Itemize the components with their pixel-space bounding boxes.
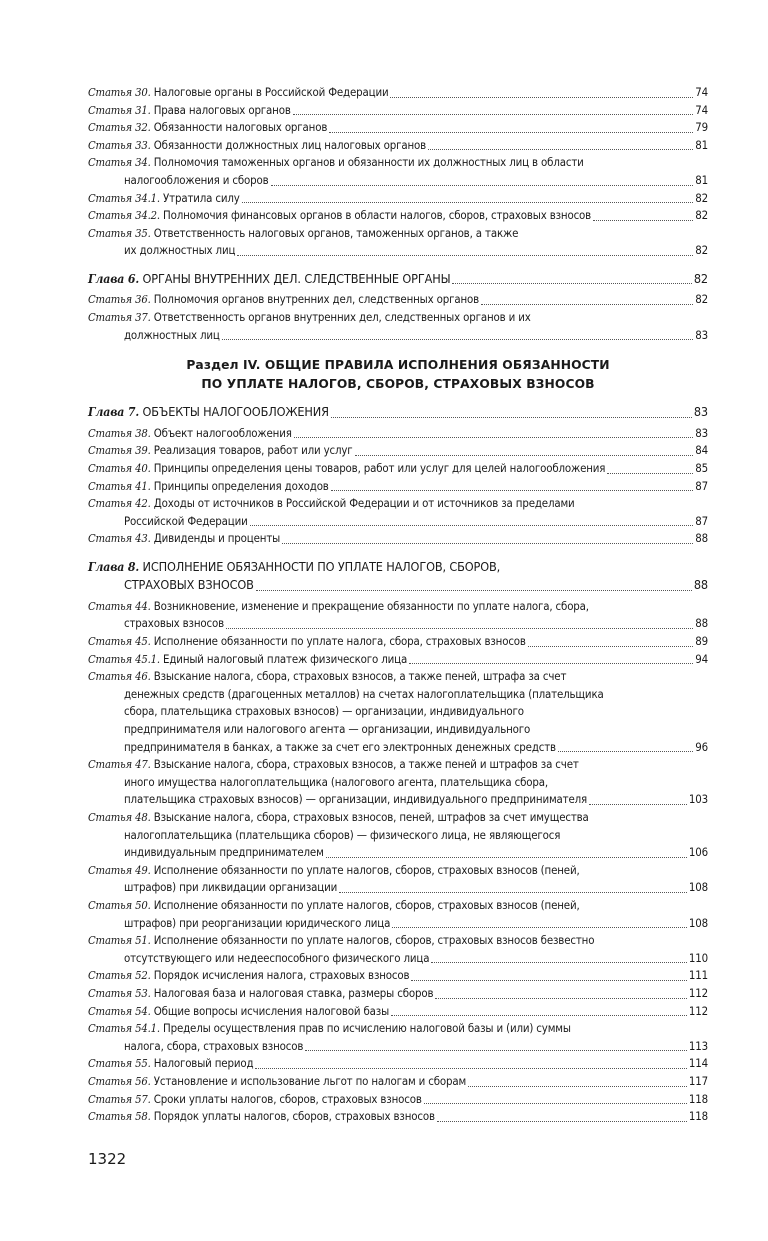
- entry-title: [88, 309, 531, 327]
- toc-entry[interactable]: [88, 1091, 708, 1109]
- entry-text: Взыскание налога, сбора, страховых взносов, а также пеней и штрафов за счет: [153, 757, 579, 772]
- entry-title: [88, 403, 329, 422]
- entry-title: [88, 460, 605, 478]
- toc-entry[interactable]: [88, 756, 708, 774]
- article-group-4: [88, 598, 708, 1126]
- toc-entry[interactable]: [88, 985, 708, 1003]
- entry-title: [88, 558, 500, 577]
- dot-leader: [242, 202, 694, 203]
- toc-entry[interactable]: [88, 309, 708, 327]
- toc-entry-continuation: [88, 615, 708, 633]
- entry-title: [88, 137, 426, 155]
- entry-text-continued: предпринимателя или налогового агента — организации, индивидуального: [124, 722, 531, 737]
- article-label: Статья 49.: [88, 863, 151, 877]
- article-label: Статья 43.: [88, 532, 151, 546]
- page-ref: 89: [695, 634, 708, 649]
- article-label: Статья 34.: [88, 156, 151, 170]
- chapter-8-entry[interactable]: [88, 558, 708, 595]
- toc-entry-continuation: [88, 703, 708, 721]
- entry-text-continued: страховых взносов: [124, 616, 225, 631]
- page-ref: 103: [688, 792, 708, 807]
- entry-text-continued: их должностных лиц: [124, 243, 236, 258]
- page-ref: 87: [695, 513, 708, 528]
- article-label: Статья 52.: [88, 969, 151, 983]
- entry-text-continued: налогоплательщика (плательщика сборов) — физического лица, не являющегося: [124, 827, 561, 842]
- entry-text-continued: отсутствующего или недееспособного физического лица: [124, 950, 430, 965]
- page-ref: 82: [695, 190, 708, 205]
- entry-text-continued: предпринимателя в банках, а также за счет его электронных денежных средств: [124, 739, 556, 754]
- page-ref: 88: [695, 531, 708, 546]
- article-label: Статья 41.: [88, 479, 151, 493]
- entry-text: Налоговые органы в Российской Федерации: [153, 85, 389, 99]
- toc-entry[interactable]: [88, 598, 708, 616]
- page-ref: 81: [695, 172, 708, 187]
- article-label: Статья 30.: [88, 86, 151, 99]
- entry-text: Пределы осуществления прав по исчислению налоговой базы и (или) суммы: [163, 1021, 571, 1036]
- article-label: Статья 56.: [88, 1074, 151, 1088]
- toc-entry-continuation: [88, 879, 708, 897]
- toc-entry[interactable]: [88, 1073, 708, 1091]
- article-label: Статья 50.: [88, 898, 151, 912]
- article-label: Статья 36.: [88, 293, 151, 307]
- entry-text-continued: СТРАХОВЫХ ВЗНОСОВ: [124, 577, 254, 593]
- dot-leader: [593, 220, 693, 221]
- toc-entry-continuation: [88, 721, 708, 739]
- entry-text: Полномочия таможенных органов и обязанности их должностных лиц в области: [153, 155, 584, 170]
- entry-text: Исполнение обязанности по уплате налогов, сборов, страховых взносов (пеней,: [153, 862, 580, 877]
- dot-leader: [409, 663, 693, 664]
- entry-text-continued: штрафов) при реорганизации юридического лица: [124, 915, 391, 930]
- entry-title: [88, 225, 518, 243]
- page-ref: 114: [688, 1056, 708, 1071]
- entry-text-continued: должностных лиц: [124, 327, 220, 342]
- entry-title: [88, 530, 280, 548]
- dot-leader: [424, 1103, 687, 1104]
- entry-title: [88, 190, 240, 208]
- entry-title: [88, 756, 579, 774]
- page-ref: 81: [695, 137, 708, 152]
- article-label: Статья 48.: [88, 811, 151, 824]
- toc-entry-continuation: [88, 242, 708, 260]
- article-label: Статья 32.: [88, 121, 151, 135]
- toc-entry[interactable]: [88, 102, 708, 120]
- chapter-row[interactable]: [88, 270, 708, 289]
- dot-leader: [437, 1121, 687, 1122]
- toc-entry[interactable]: [88, 809, 708, 827]
- entry-title: [88, 207, 591, 225]
- toc-entry[interactable]: [88, 651, 708, 669]
- page-ref: 118: [688, 1109, 708, 1124]
- toc-entry[interactable]: [88, 442, 708, 460]
- toc-entry[interactable]: [88, 862, 708, 880]
- entry-text: Полномочия финансовых органов в области налогов, сборов, страховых взносов: [163, 208, 592, 223]
- page-ref: 84: [695, 443, 708, 458]
- toc-entry-continuation: [88, 739, 708, 757]
- entry-text-continued: штрафов) при ликвидации организации: [124, 880, 338, 895]
- toc-entry-continuation: [88, 576, 708, 595]
- dot-leader: [411, 980, 686, 981]
- entry-text: Порядок уплаты налогов, сборов, страховых взносов: [153, 1109, 435, 1124]
- toc-entry[interactable]: [88, 530, 708, 548]
- article-label: Статья 54.: [88, 1004, 151, 1018]
- toc-entry-continuation: [88, 827, 708, 845]
- chapter-row[interactable]: [88, 558, 708, 577]
- entry-text: Налоговая база и налоговая ставка, размеры сборов: [153, 985, 434, 1000]
- table-of-contents: [88, 84, 708, 1126]
- entry-text: Ответственность органов внутренних дел, следственных органов и их: [153, 310, 531, 325]
- article-label: Статья 31.: [88, 103, 151, 117]
- article-group-3: [88, 425, 708, 548]
- entry-title: [88, 425, 292, 443]
- article-label: Статья 35.: [88, 226, 151, 240]
- article-label: Статья 34.2.: [88, 209, 160, 223]
- entry-text: Дивиденды и проценты: [153, 531, 281, 546]
- chapter-label: Глава 8.: [88, 559, 140, 574]
- dot-leader: [237, 255, 693, 256]
- dot-leader: [293, 114, 694, 115]
- entry-title: [88, 119, 327, 137]
- dot-leader: [452, 283, 691, 284]
- page-ref: 117: [688, 1073, 708, 1088]
- chapter-6-entry[interactable]: [88, 270, 708, 289]
- entry-text-continued: налога, сбора, страховых взносов: [124, 1038, 304, 1053]
- entry-text-continued: налогообложения и сборов: [124, 172, 269, 187]
- dot-leader: [355, 455, 694, 456]
- entry-title: [88, 967, 409, 985]
- article-label: Статья 45.1.: [88, 652, 160, 666]
- entry-title: [88, 1003, 389, 1021]
- entry-title: [88, 598, 589, 616]
- dot-leader: [331, 490, 694, 491]
- entry-text-continued: иного имущества налогоплательщика (налогового агента, плательщика сбора,: [124, 774, 549, 789]
- entry-title: [88, 668, 566, 686]
- entry-text: Исполнение обязанности по уплате налогов, сборов, страховых взносов безвестно: [153, 933, 595, 948]
- page-ref: 118: [688, 1091, 708, 1106]
- article-label: Статья 57.: [88, 1092, 151, 1106]
- chapter-7-entry[interactable]: [88, 403, 708, 422]
- dot-leader: [271, 185, 694, 186]
- page-ref: 112: [688, 985, 708, 1000]
- toc-entry-continuation: [88, 172, 708, 190]
- entry-text-continued: сбора, плательщика страховых взносов) — организации, индивидуального: [124, 704, 524, 719]
- entry-text-continued: Российской Федерации: [124, 513, 248, 528]
- page-ref: 82: [693, 270, 708, 286]
- page-ref: 110: [688, 950, 708, 965]
- toc-entry[interactable]: [88, 932, 708, 950]
- toc-entry[interactable]: [88, 478, 708, 496]
- article-label: Статья 46.: [88, 670, 151, 684]
- entry-text: Возникновение, изменение и прекращение обязанности по уплате налога, сбора,: [153, 598, 589, 613]
- toc-entry[interactable]: [88, 119, 708, 137]
- article-label: Статья 45.: [88, 635, 151, 649]
- page-ref: 74: [695, 85, 708, 99]
- entry-text: Единый налоговый платеж физического лица: [163, 651, 408, 666]
- dot-leader: [250, 525, 694, 526]
- entry-text: Исполнение обязанности по уплате налога, сбора, страховых взносов: [153, 634, 526, 649]
- dot-leader: [589, 804, 687, 805]
- dot-leader: [435, 998, 687, 999]
- entry-title: [88, 985, 433, 1003]
- entry-text: Взыскание налога, сбора, страховых взносов, а также пеней, штрафа за счет: [153, 669, 567, 684]
- entry-title: [88, 897, 580, 915]
- article-label: Статья 39.: [88, 444, 151, 458]
- entry-text-continued: денежных средств (драгоценных металлов) на счетах налогоплательщика (плательщика: [124, 686, 604, 701]
- chapter-label: Глава 6.: [88, 271, 140, 286]
- toc-entry[interactable]: [88, 154, 708, 172]
- toc-entry[interactable]: [88, 495, 708, 513]
- entry-text: Принципы определения цены товаров, работ или услуг для целей налогообложения: [153, 460, 606, 475]
- article-label: Статья 42.: [88, 497, 151, 511]
- entry-title: [88, 862, 580, 880]
- toc-entry-continuation: [88, 791, 708, 809]
- toc-entry-continuation: [88, 844, 708, 862]
- section-heading-line-1: Раздел IV. ОБЩИЕ ПРАВИЛА ИСПОЛНЕНИЯ ОБЯЗАННОСТИ: [186, 358, 610, 373]
- entry-text: ОРГАНЫ ВНУТРЕННИХ ДЕЛ. СЛЕДСТВЕННЫЕ ОРГАНЫ: [142, 270, 451, 286]
- dot-leader: [305, 1050, 687, 1051]
- entry-title: [88, 633, 526, 651]
- dot-leader: [558, 751, 693, 752]
- toc-entry[interactable]: [88, 460, 708, 478]
- toc-entry[interactable]: [88, 1003, 708, 1021]
- entry-title: [88, 932, 594, 950]
- entry-title: [88, 1020, 571, 1038]
- article-label: Статья 55.: [88, 1057, 151, 1071]
- chapter-row[interactable]: [88, 403, 708, 422]
- toc-entry-continuation: [88, 513, 708, 531]
- page-ref: 82: [695, 243, 708, 258]
- entry-text: ИСПОЛНЕНИЕ ОБЯЗАННОСТИ ПО УПЛАТЕ НАЛОГОВ, СБОРОВ,: [142, 558, 501, 574]
- entry-text: Сроки уплаты налогов, сборов, страховых взносов: [153, 1091, 422, 1106]
- entry-text: Обязанности налоговых органов: [153, 120, 328, 135]
- dot-leader: [329, 132, 693, 133]
- entry-title: [88, 1055, 253, 1073]
- page-ref: 96: [695, 739, 708, 754]
- article-label: Статья 58.: [88, 1110, 151, 1124]
- dot-leader: [256, 590, 692, 591]
- article-group-1: [88, 84, 708, 260]
- page-ref: 94: [695, 651, 708, 666]
- entry-title: [88, 1108, 435, 1126]
- toc-entry[interactable]: [88, 84, 708, 102]
- toc-entry-continuation: [88, 915, 708, 933]
- page-ref: 88: [693, 577, 708, 593]
- entry-text: Доходы от источников в Российской Федерации и от источников за пределами: [153, 496, 575, 511]
- toc-entry[interactable]: [88, 225, 708, 243]
- section-heading-line-2: ПО УПЛАТЕ НАЛОГОВ, СБОРОВ, СТРАХОВЫХ ВЗНОСОВ: [201, 376, 595, 391]
- entry-text-continued: плательщика страховых взносов) — организации, индивидуального предпринимателя: [124, 792, 588, 807]
- entry-text: Исполнение обязанности по уплате налогов, сборов, страховых взносов (пеней,: [153, 897, 580, 912]
- dot-leader: [392, 927, 687, 928]
- entry-title: [88, 1091, 422, 1109]
- page-ref: 111: [688, 968, 708, 983]
- dot-leader: [528, 646, 693, 647]
- article-label: Статья 40.: [88, 461, 151, 475]
- entry-title: [88, 1073, 466, 1091]
- entry-text: Общие вопросы исчисления налоговой базы: [153, 1003, 390, 1018]
- dot-leader: [428, 149, 693, 150]
- entry-title: [88, 651, 407, 669]
- page-ref: 85: [695, 460, 708, 475]
- toc-entry[interactable]: [88, 1020, 708, 1038]
- dot-leader: [226, 628, 693, 629]
- page-ref: 88: [695, 616, 708, 631]
- dot-leader: [481, 304, 693, 305]
- entry-text: Утратила силу: [163, 190, 240, 205]
- dot-leader: [331, 417, 692, 418]
- toc-entry-continuation: [88, 1038, 708, 1056]
- dot-leader: [282, 543, 693, 544]
- entry-text: ОБЪЕКТЫ НАЛОГООБЛОЖЕНИЯ: [142, 404, 329, 420]
- chapter-label: Глава 7.: [88, 405, 140, 420]
- entry-title: [88, 154, 584, 172]
- article-label: Статья 33.: [88, 138, 151, 152]
- toc-entry[interactable]: [88, 291, 708, 309]
- section-heading: [88, 356, 708, 393]
- article-label: Статья 38.: [88, 426, 151, 440]
- toc-entry[interactable]: [88, 425, 708, 443]
- toc-entry-continuation: [88, 950, 708, 968]
- dot-leader: [326, 857, 687, 858]
- entry-title: [88, 270, 450, 289]
- entry-text: Обязанности должностных лиц налоговых органов: [153, 137, 427, 152]
- toc-entry[interactable]: [88, 1108, 708, 1126]
- page-ref: 113: [688, 1038, 708, 1053]
- entry-text: Реализация товаров, работ или услуг: [153, 443, 353, 458]
- dot-leader: [391, 1015, 687, 1016]
- entry-text: Налоговый период: [153, 1056, 254, 1071]
- page-ref: 108: [688, 880, 708, 895]
- dot-leader: [390, 97, 693, 98]
- page-ref: 87: [695, 478, 708, 493]
- dot-leader: [294, 437, 694, 438]
- page-ref: 82: [695, 292, 708, 307]
- toc-entry[interactable]: [88, 897, 708, 915]
- toc-entry[interactable]: [88, 1055, 708, 1073]
- page-ref: 82: [695, 208, 708, 223]
- article-label: Статья 53.: [88, 986, 151, 1000]
- dot-leader: [468, 1086, 687, 1087]
- article-label: Статья 44.: [88, 599, 151, 613]
- entry-text: Ответственность налоговых органов, таможенных органов, а также: [153, 225, 519, 240]
- toc-entry[interactable]: [88, 190, 708, 208]
- toc-entry[interactable]: [88, 137, 708, 155]
- toc-entry-continuation: [88, 327, 708, 345]
- page-ref: 83: [695, 425, 708, 440]
- entry-text: Установление и использование льгот по налогам и сборам: [153, 1073, 467, 1088]
- dot-leader: [255, 1068, 687, 1069]
- dot-leader: [339, 892, 687, 893]
- toc-entry[interactable]: [88, 668, 708, 686]
- entry-title: [88, 84, 388, 102]
- article-label: Статья 47.: [88, 758, 151, 772]
- entry-title: [88, 442, 353, 460]
- dot-leader: [431, 962, 687, 963]
- toc-entry-continuation: [88, 686, 708, 704]
- toc-entry[interactable]: [88, 967, 708, 985]
- page-ref: 83: [693, 404, 708, 420]
- entry-text: Полномочия органов внутренних дел, следственных органов: [153, 292, 480, 307]
- page-ref: 74: [695, 102, 708, 117]
- entry-text: Порядок исчисления налога, страховых взносов: [153, 968, 410, 983]
- page-ref: 79: [695, 120, 708, 135]
- page-ref: 112: [688, 1003, 708, 1018]
- article-label: Статья 34.1.: [88, 191, 160, 205]
- article-label: Статья 54.1.: [88, 1022, 160, 1036]
- toc-entry[interactable]: [88, 207, 708, 225]
- entry-text-continued: индивидуальным предпринимателем: [124, 845, 324, 860]
- dot-leader: [607, 473, 693, 474]
- toc-entry[interactable]: [88, 633, 708, 651]
- page-ref: 83: [695, 327, 708, 342]
- article-label: Статья 51.: [88, 934, 151, 948]
- entry-text: Права налоговых органов: [153, 102, 291, 117]
- article-group-2: [88, 291, 708, 344]
- entry-title: [88, 809, 589, 827]
- entry-text: Принципы определения доходов: [153, 478, 329, 493]
- page-ref: 108: [688, 915, 708, 930]
- entry-title: [88, 478, 329, 496]
- entry-title: [88, 102, 291, 120]
- article-label: Статья 37.: [88, 311, 151, 325]
- dot-leader: [222, 339, 693, 340]
- entry-text: Взыскание налога, сбора, страховых взносов, пеней, штрафов за счет имущества: [153, 810, 589, 824]
- page-ref: 106: [688, 845, 708, 860]
- page-number: 1322: [88, 1150, 127, 1168]
- entry-text: Объект налогообложения: [153, 425, 292, 440]
- toc-entry-continuation: [88, 774, 708, 792]
- entry-title: [88, 291, 479, 309]
- entry-title: [88, 495, 575, 513]
